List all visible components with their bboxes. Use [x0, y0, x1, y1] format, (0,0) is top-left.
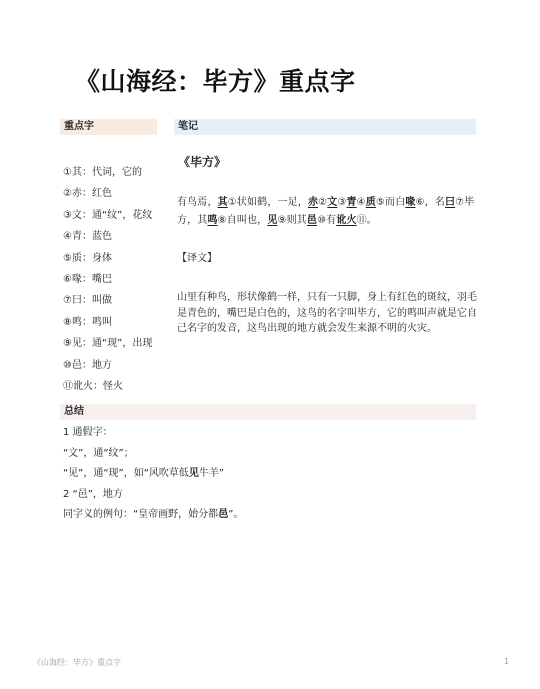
summary-line [63, 426, 483, 447]
passage-keyword: 质 [365, 197, 376, 208]
page-title: 《山海经：毕方》重点字 [75, 67, 356, 96]
passage-text: ⑤而白 [375, 197, 406, 208]
summary-text: 牛羊” [198, 468, 225, 479]
summary-line [63, 467, 483, 488]
summary-keyword: 见 [188, 468, 199, 479]
summary-text: 2 “邑”，地方 [63, 488, 123, 500]
passage-text: ①状如鹤，一足， [227, 197, 308, 208]
passage-text: ⑨则其 [277, 215, 307, 226]
passage-keyword: 其 [217, 197, 228, 208]
keyword-item: ⑧鸣：鸣叫 [63, 316, 112, 328]
passage-keyword: 曰 [444, 197, 456, 208]
keyword-item: ③文：通“纹”，花纹 [63, 209, 153, 221]
summary-line [63, 447, 483, 468]
summary-keyword: 邑 [218, 509, 229, 520]
keyword-item: ⑦曰：叫做 [63, 295, 112, 307]
passage-keyword: 邑 [306, 215, 318, 226]
passage-text: 有鸟焉， [177, 197, 218, 208]
classical-passage [177, 194, 475, 230]
passage-text: ② [318, 197, 328, 208]
keyword-item: ⑪讹火：怪火 [63, 380, 123, 392]
keyword-item: ⑤质：身体 [63, 252, 112, 264]
keyword-list [63, 166, 168, 401]
passage-text: ⑪。 [356, 215, 377, 226]
keywords-column-header: 重点字 [60, 119, 157, 135]
keyword-item: ②赤：红色 [63, 188, 112, 200]
passage-keyword: 赤 [307, 197, 319, 208]
passage-keyword: 讹火 [336, 215, 357, 226]
summary-text: ”。 [228, 509, 244, 520]
passage-keyword: 鸣 [207, 215, 218, 226]
passage-text: ⑩有 [317, 215, 337, 226]
summary-text: “见”，通“现”，如“风吹草低 [63, 468, 189, 479]
summary-body [63, 426, 483, 529]
summary-header: 总结 [60, 404, 476, 420]
keyword-item: ④青：蓝色 [63, 231, 112, 243]
passage-text: ⑧自叫也， [217, 215, 268, 226]
passage-text: ⑦毕方，其 [177, 197, 475, 226]
summary-text: 同字义的例句：“皇帝画野，始分都 [63, 509, 219, 520]
passage-text: ③ [337, 197, 347, 208]
summary-line [63, 488, 483, 509]
keyword-item: ⑥喙：嘴巴 [63, 273, 112, 285]
keyword-item: ①其：代词，它的 [63, 167, 142, 178]
translation-label: 【译文】 [177, 253, 217, 264]
notes-column-header: 笔记 [174, 119, 476, 135]
passage-keyword: 见 [267, 215, 278, 226]
passage-keyword: 喙 [405, 197, 416, 208]
summary-line [63, 508, 483, 529]
passage-keyword: 文 [327, 197, 338, 208]
passage-text: ④ [356, 197, 366, 208]
notes-subtitle: 《毕方》 [178, 155, 227, 169]
footer-document-title: 《山海经：毕方》重点字 [33, 658, 121, 667]
summary-text: 1 通假字： [63, 427, 113, 438]
keyword-item: ⑩邑：地方 [63, 359, 112, 371]
keyword-item: ⑨见：通“现”，出现 [63, 338, 153, 350]
translation-text: 山里有种鸟，形状像鹤一样，只有一只脚，身上有红色的斑纹，羽毛是青色的，嘴巴是白色的，这鸟的名字叫毕方，它的鸣叫声就是它自己名字的发音，这鸟出现的地方就会发生来源不明的火灾。 [177, 292, 477, 334]
footer-page-number: 1 [504, 657, 510, 666]
summary-text: “文”，通“纹”； [63, 447, 134, 459]
passage-text: ⑥，名 [415, 197, 445, 208]
passage-keyword: 青 [346, 197, 357, 208]
